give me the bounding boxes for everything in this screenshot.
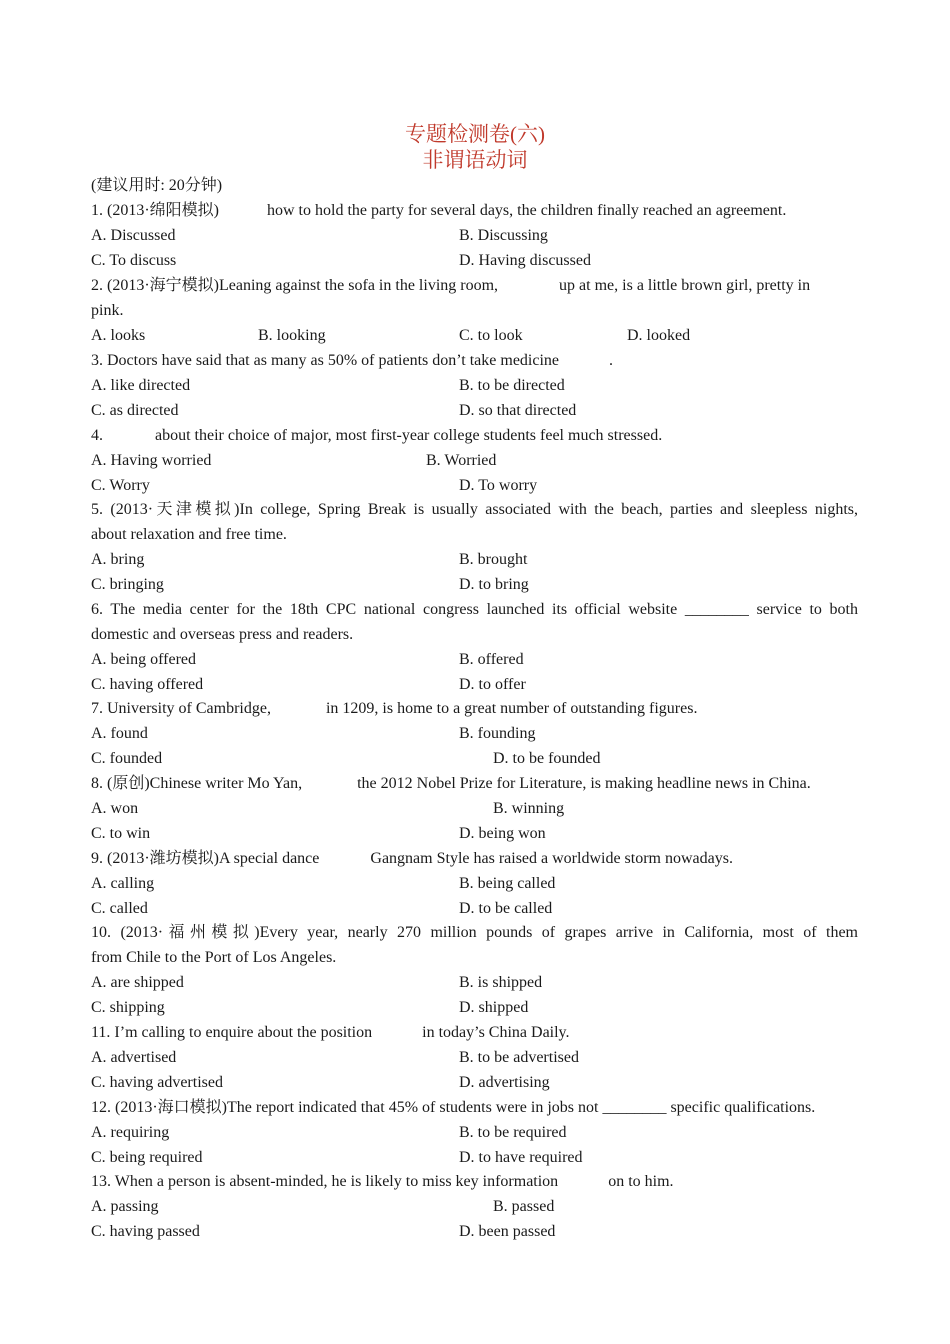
question-9-option-b: B. being called xyxy=(459,875,556,892)
question-8-stem: 8. (原创)Chinese writer Mo Yan, the 2012 Nobel Prize for Literature, is making headline news in China. xyxy=(91,775,811,792)
question-7-stem: 7. University of Cambridge, in 1209, is home to a great number of outstanding figures. xyxy=(91,700,698,717)
question-2-option-a: A. looks xyxy=(91,327,146,344)
question-4-option-c: C. Worry xyxy=(91,477,150,494)
question-11-option-a: A. advertised xyxy=(91,1049,177,1066)
question-6-option-b: B. offered xyxy=(459,651,524,668)
question-2-option-d: D. looked xyxy=(627,327,691,344)
question-12-option-b: B. to be required xyxy=(459,1124,567,1141)
question-7-option-a: A. found xyxy=(91,725,148,742)
question-1-option-d: D. Having discussed xyxy=(459,252,591,269)
question-2-option-b: B. looking xyxy=(258,327,326,344)
question-11-stem: 11. I’m calling to enquire about the position in today’s China Daily. xyxy=(91,1024,570,1041)
question-4-stem: 4. about their choice of major, most first-year college students feel much stressed. xyxy=(91,427,663,444)
question-3-option-b: B. to be directed xyxy=(459,377,565,394)
question-13-option-c: C. having passed xyxy=(91,1223,200,1240)
question-3-option-d: D. so that directed xyxy=(459,402,577,419)
question-4-option-a: A. Having worried xyxy=(91,452,212,469)
question-13-option-a: A. passing xyxy=(91,1198,159,1215)
question-12-option-a: A. requiring xyxy=(91,1124,170,1141)
question-5-option-c: C. bringing xyxy=(91,576,164,593)
question-3-stem: 3. Doctors have said that as many as 50% of patients don’t take medicine . xyxy=(91,352,614,369)
question-12-option-d: D. to have required xyxy=(459,1149,583,1166)
question-5-option-d: D. to bring xyxy=(459,576,529,593)
page-subtitle: 非谓语动词 xyxy=(422,148,528,172)
question-7-option-d: D. to be founded xyxy=(493,750,601,767)
question-10-option-b: B. is shipped xyxy=(459,974,543,991)
question-10-option-c: C. shipping xyxy=(91,999,165,1016)
question-13-stem: 13. When a person is absent-minded, he is likely to miss key information on to him. xyxy=(91,1173,674,1190)
question-4-option-d: D. To worry xyxy=(459,477,538,494)
question-1-option-b: B. Discussing xyxy=(459,227,548,244)
question-9-option-c: C. called xyxy=(91,900,148,917)
question-12-stem: 12. (2013·海口模拟)The report indicated that 45% of students were in jobs not ________ specific qualifications. xyxy=(91,1099,816,1116)
question-12-option-c: C. being required xyxy=(91,1149,203,1166)
question-13-option-d: D. been passed xyxy=(459,1223,556,1240)
question-6-stem-cont: domestic and overseas press and readers. xyxy=(91,626,354,643)
question-1-option-a: A. Discussed xyxy=(91,227,176,244)
question-11-option-d: D. advertising xyxy=(459,1074,550,1091)
question-8-option-b: B. winning xyxy=(493,800,565,817)
question-6-option-c: C. having offered xyxy=(91,676,204,693)
question-8-option-c: C. to win xyxy=(91,825,151,842)
question-2-stem-cont: pink. xyxy=(91,302,124,319)
question-5-option-b: B. brought xyxy=(459,551,528,568)
question-2-option-c: C. to look xyxy=(459,327,523,344)
question-4-option-b: B. Worried xyxy=(426,452,497,469)
question-1-stem: 1. (2013·绵阳模拟) how to hold the party for several days, the children finally reached an agreement. xyxy=(91,202,787,219)
question-7-option-b: B. founding xyxy=(459,725,536,742)
question-9-option-a: A. calling xyxy=(91,875,155,892)
question-8-option-a: A. won xyxy=(91,800,139,817)
question-7-option-c: C. founded xyxy=(91,750,163,767)
question-6-stem: 6. The media center for the 18th CPC national congress launched its official website ________ service to both xyxy=(91,601,858,618)
question-6-option-d: D. to offer xyxy=(459,676,526,693)
question-5-stem: 5. (2013·天津模拟)In college, Spring Break is usually associated with the beach, parties and sleepless nights, xyxy=(91,501,858,518)
question-5-stem-cont: about relaxation and free time. xyxy=(91,526,287,543)
question-11-option-c: C. having advertised xyxy=(91,1074,223,1091)
question-10-option-a: A. are shipped xyxy=(91,974,184,991)
question-5-option-a: A. bring xyxy=(91,551,145,568)
time-note: (建议用时: 20分钟) xyxy=(91,177,223,194)
question-10-option-d: D. shipped xyxy=(459,999,529,1016)
question-13-option-b: B. passed xyxy=(493,1198,555,1215)
question-2-stem: 2. (2013·海宁模拟)Leaning against the sofa in the living room, up at me, is a little brown girl, pretty in xyxy=(91,277,811,294)
question-9-option-d: D. to be called xyxy=(459,900,553,917)
question-11-option-b: B. to be advertised xyxy=(459,1049,579,1066)
question-3-option-a: A. like directed xyxy=(91,377,191,394)
question-10-stem-cont: from Chile to the Port of Los Angeles. xyxy=(91,949,337,966)
page-title: 专题检测卷(六) xyxy=(405,122,545,146)
question-6-option-a: A. being offered xyxy=(91,651,196,668)
question-1-option-c: C. To discuss xyxy=(91,252,177,269)
question-9-stem: 9. (2013·潍坊模拟)A special dance Gangnam Style has raised a worldwide storm nowadays. xyxy=(91,850,733,867)
question-8-option-d: D. being won xyxy=(459,825,546,842)
question-10-stem: 10. (2013·福州模拟)Every year, nearly 270 million pounds of grapes arrive in California, most of them xyxy=(91,924,858,941)
question-3-option-c: C. as directed xyxy=(91,402,179,419)
